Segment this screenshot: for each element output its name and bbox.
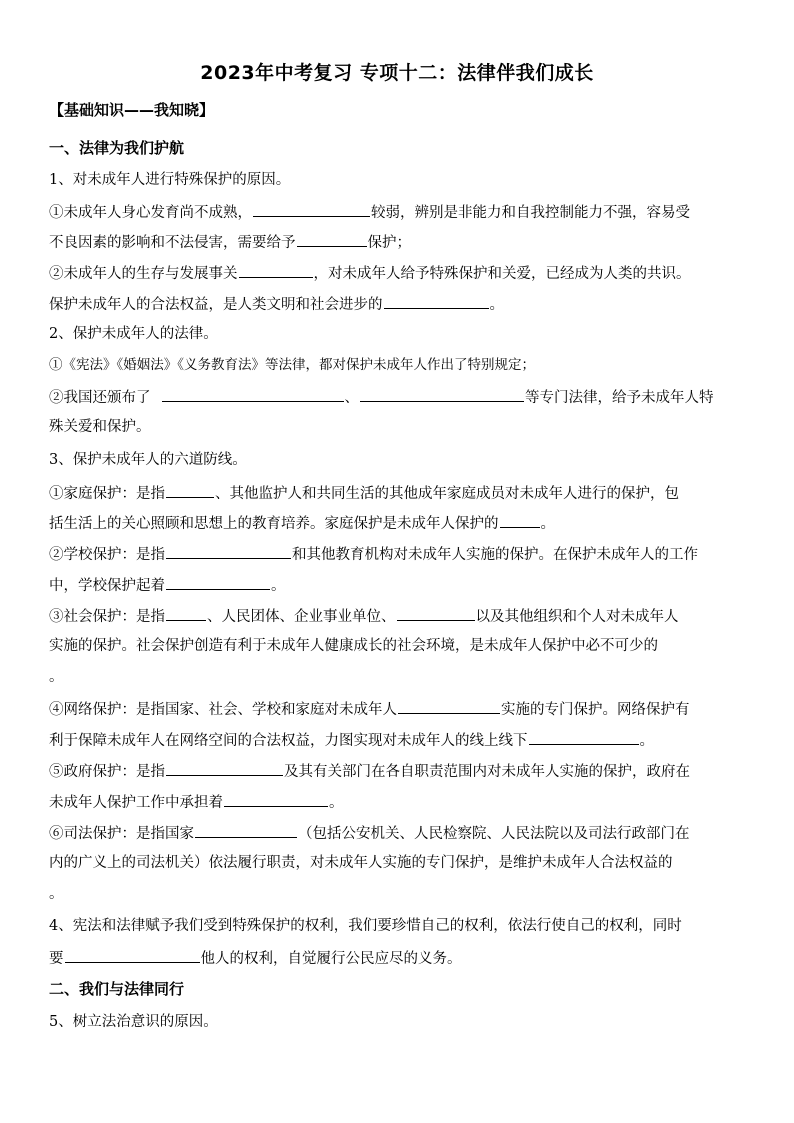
- question-4-line1: 4、宪法和法律赋予我们受到特殊保护的权利，我们要珍惜自己的权利，依法行使自己的权利，同时: [49, 918, 682, 934]
- answer-blank[interactable]: [166, 482, 214, 498]
- q3-society-line2: 实施的保护。社会保护创造有利于未成年人健康成长的社会环境，是未成年人保护中必不可少的: [49, 638, 658, 654]
- question-3: 3、保护未成年人的六道防线。: [49, 452, 247, 468]
- q1-reason-a-line2: 不良因素的影响和不法侵害，需要给予 保护；: [49, 231, 749, 253]
- answer-blank[interactable]: [65, 947, 200, 963]
- question-5: 5、树立法治意识的原因。: [49, 1014, 218, 1030]
- answer-blank[interactable]: [398, 698, 500, 714]
- q2-law-b-line1: ②我国还颁布了 、 等专门法律，给予未成年人特: [49, 386, 749, 408]
- answer-blank[interactable]: [166, 605, 206, 621]
- answer-blank[interactable]: [162, 386, 344, 402]
- answer-blank[interactable]: [195, 822, 297, 838]
- q3-judicial-line2: 内的广义上的司法机关）依法履行职责，对未成年人实施的专门保护，是维护未成年人合法权益的: [49, 855, 673, 871]
- q3-society-line3: 。: [49, 669, 64, 685]
- q3-judicial-line1: ⑥司法保护：是指国家 （包括公安机关、人民检察院、人民法院以及司法行政部门在: [49, 822, 749, 844]
- q3-network-line1: ④网络保护：是指国家、社会、学校和家庭对未成年人 实施的专门保护。网络保护有: [49, 698, 749, 720]
- page-title: 2023年中考复习 专项十二：法律伴我们成长: [200, 62, 594, 84]
- question-1: 1、对未成年人进行特殊保护的原因。: [49, 172, 291, 188]
- q3-school-line2: 中，学校保护起着 。: [49, 574, 749, 596]
- answer-blank[interactable]: [166, 543, 291, 559]
- heading-1: 一、法律为我们护航: [49, 139, 185, 157]
- answer-blank[interactable]: [297, 231, 367, 247]
- answer-blank[interactable]: [397, 605, 475, 621]
- q2-law-b-line2: 殊关爱和保护。: [49, 419, 151, 435]
- q1-reason-a-line1: ①未成年人身心发育尚不成熟， 较弱，辨别是非能力和自我控制能力不强，容易受: [49, 201, 749, 223]
- q3-family-line2: 括生活上的关心照顾和思想上的教育培养。家庭保护是未成年人保护的 。: [49, 512, 749, 534]
- q3-family-line1: ①家庭保护：是指 、其他监护人和共同生活的其他成年家庭成员对未成年人进行的保护，包: [49, 482, 749, 504]
- q2-law-a: ①《宪法》《婚姻法》《义务教育法》等法律，都对保护未成年人作出了特别规定；: [49, 357, 535, 373]
- answer-blank[interactable]: [224, 791, 328, 807]
- answer-blank[interactable]: [166, 760, 283, 776]
- q3-network-line2: 利于保障未成年人在网络空间的合法权益，力图实现对未成年人的线上线下 。: [49, 729, 749, 751]
- section-header: 【基础知识——我知晓】: [49, 101, 215, 119]
- answer-blank[interactable]: [529, 729, 639, 745]
- q3-school-line1: ②学校保护：是指 和其他教育机构对未成年人实施的保护。在保护未成年人的工作: [49, 543, 749, 565]
- answer-blank[interactable]: [500, 512, 540, 528]
- q1-reason-b-line1: ②未成年人的生存与发展事关 ，对未成年人给予特殊保护和关爱，已经成为人类的共识。: [49, 262, 749, 284]
- question-4-line2: 要 他人的权利，自觉履行公民应尽的义务。: [49, 947, 749, 969]
- answer-blank[interactable]: [384, 293, 489, 309]
- heading-2: 二、我们与法律同行: [49, 980, 185, 998]
- q3-judicial-line3: 。: [49, 886, 64, 902]
- q3-society-line1: ③社会保护：是指 、人民团体、企业事业单位、 以及其他组织和个人对未成年人: [49, 605, 749, 627]
- q3-government-line2: 未成年人保护工作中承担着 。: [49, 791, 749, 813]
- question-2: 2、保护未成年人的法律。: [49, 326, 218, 342]
- q3-government-line1: ⑤政府保护：是指 及其有关部门在各自职责范围内对未成年人实施的保护，政府在: [49, 760, 749, 782]
- answer-blank[interactable]: [239, 262, 313, 278]
- answer-blank[interactable]: [360, 386, 524, 402]
- q1-reason-b-line2: 保护未成年人的合法权益，是人类文明和社会进步的 。: [49, 293, 749, 315]
- answer-blank[interactable]: [253, 201, 370, 217]
- answer-blank[interactable]: [166, 574, 270, 590]
